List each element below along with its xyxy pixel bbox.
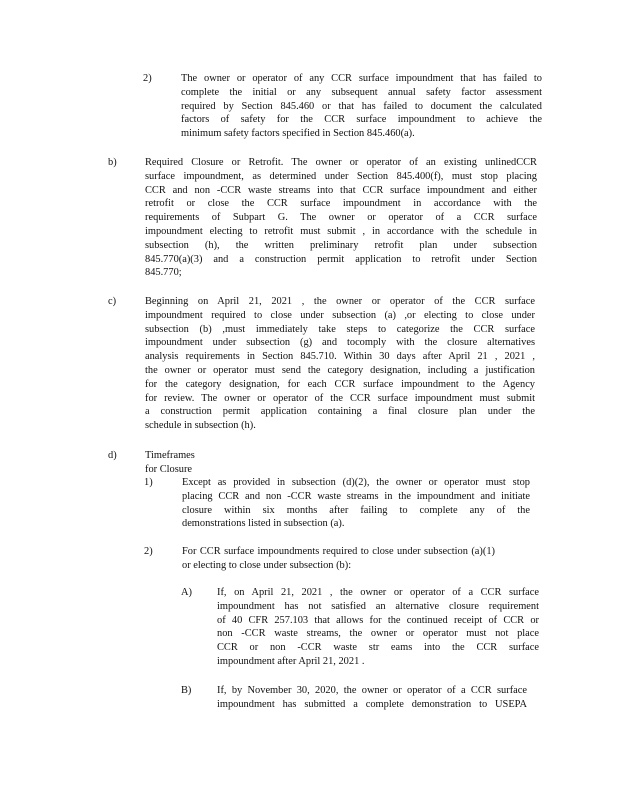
- text-line: 845.770(a)(3) and a construction permit application to retrofit under Section: [145, 253, 537, 265]
- text-line: impoundment under subsection (g) and tocomply with the closure alternatives: [145, 337, 535, 349]
- section-heading: Timeframes for Closure: [145, 450, 195, 475]
- text-line: Required Closure or Retrofit. The owner or operator of an existing unlinedCCR: [145, 157, 537, 168]
- paragraph-label: d): [108, 450, 117, 461]
- paragraph-body: [145, 295, 535, 433]
- text-line: factors of safety for the CCR surface impoundment to achieve the: [181, 114, 542, 126]
- paragraph-body: [217, 684, 527, 712]
- text-line: minimum safety factors specified in Section 845.460(a).: [181, 128, 415, 140]
- text-line: schedule in subsection (h).: [145, 420, 256, 432]
- paragraph-label: B): [181, 685, 192, 696]
- text-line: 845.770;: [145, 267, 182, 279]
- text-line: for the category designation, for each CCR surface impoundment to the Agency: [145, 378, 535, 390]
- text-line: retrofit or close the CCR surface impoundment in accordance with the: [145, 198, 537, 210]
- text-line: required by Section 845.460 or that has failed to document the calculated: [181, 100, 542, 112]
- paragraph-body: [217, 586, 539, 669]
- text-line: If, on April 21, 2021 , the owner or operator of a CCR surface: [217, 587, 539, 598]
- text-line: requirements of Subpart G. The owner or operator of a CCR surface: [145, 212, 537, 224]
- text-line: a construction permit application containing a final closure plan under the: [145, 406, 535, 418]
- paragraph-label: b): [108, 157, 117, 168]
- paragraph-body: [181, 72, 542, 141]
- paragraph-body: [182, 476, 530, 531]
- text-line: The owner or operator of any CCR surface impoundment that has failed to: [181, 73, 542, 84]
- text-line: subsection (b) ,must immediately take steps to categorize the CCR surface: [145, 323, 535, 335]
- text-line: CCR and non -CCR waste streams into that CCR surface impoundment and either: [145, 184, 537, 196]
- paragraph-body: [145, 156, 537, 280]
- text-line: subsection (h), the written preliminary retrofit plan under subsection: [145, 239, 537, 251]
- text-line: If, by November 30, 2020, the owner or operator of a CCR surface: [217, 685, 527, 696]
- paragraph-label: 2): [144, 546, 153, 557]
- text-line: placing CCR and non -CCR waste streams in the impoundment and initiate: [182, 490, 530, 502]
- text-line: non -CCR waste streams, the owner or operator must not place: [217, 628, 539, 640]
- text-line: For CCR surface impoundments required to close under subsection (a)(1): [182, 546, 495, 557]
- text-line: impoundment required to close under subsection (a) ,or electing to close under: [145, 309, 535, 321]
- text-line: for review. The owner or operator of the CCR surface impoundment must submit: [145, 392, 535, 404]
- text-line: the owner or operator must send the category designation, including a justification: [145, 364, 535, 376]
- paragraph-label: c): [108, 296, 117, 307]
- text-line: impoundment has not satisfied an alternative closure requirement: [217, 600, 539, 612]
- text-line: CCR or non -CCR waste str eams into the CCR surface: [217, 642, 539, 654]
- text-line: closure within six months after failing to complete any of the: [182, 504, 530, 516]
- text-line: impoundment electing to retrofit must submit , in accordance with the schedule in: [145, 225, 537, 237]
- text-line: or electing to close under subsection (b):: [182, 559, 352, 571]
- paragraph-label: A): [181, 587, 192, 598]
- text-line: Except as provided in subsection (d)(2), the owner or operator must stop: [182, 477, 530, 488]
- text-line: analysis requirements in Section 845.710. Within 30 days after April 21 , 2021 ,: [145, 351, 535, 363]
- text-line: of 40 CFR 257.103 that allows for the continued receipt of CCR or: [217, 614, 539, 626]
- paragraph-label: 1): [144, 477, 153, 488]
- text-line: impoundment after April 21, 2021 .: [217, 655, 365, 667]
- text-line: surface impoundment, as determined under Section 845.400(f), must stop placing: [145, 170, 537, 182]
- text-line: impoundment has submitted a complete demonstration to USEPA: [217, 698, 527, 710]
- paragraph-body: [182, 545, 495, 573]
- paragraph-label: 2): [143, 73, 152, 84]
- text-line: Beginning on April 21, 2021 , the owner or operator of the CCR surface: [145, 296, 535, 307]
- text-line: demonstrations listed in subsection (a).: [182, 518, 345, 530]
- text-line: complete the initial or any subsequent annual safety factor assessment: [181, 86, 542, 98]
